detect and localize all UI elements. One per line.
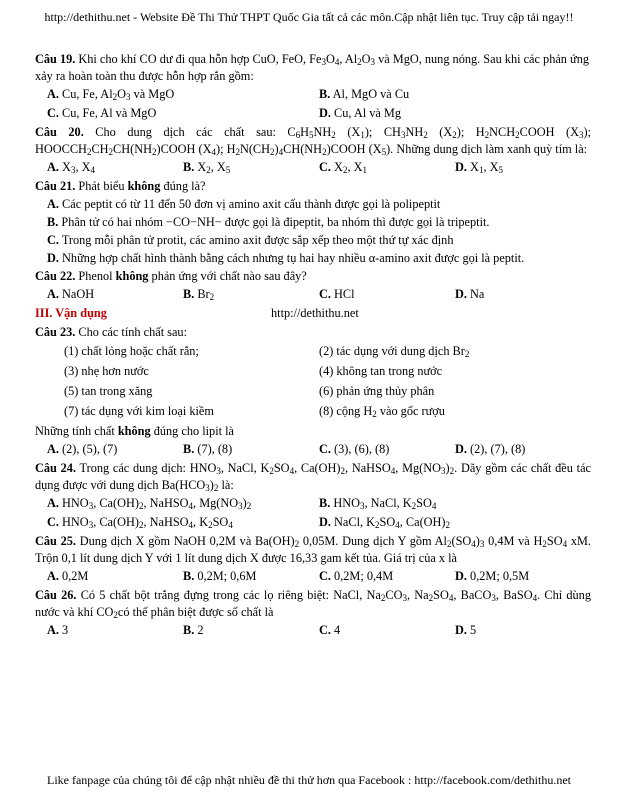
question-label: Câu 25. <box>35 534 76 548</box>
option-letter: C. <box>319 287 331 301</box>
subscript: 3 <box>479 539 485 549</box>
option-a[interactable]: A. $HNO_3$, $Ca(OH)_2$, NaHSO$_4$, $Mg(NO_3)_2$ <box>47 496 252 511</box>
question-24 <box>35 460 591 531</box>
stem-emphasis: không <box>115 269 149 283</box>
subscript: 4 <box>334 57 340 67</box>
section-title: III. Vận dụng <box>35 306 107 320</box>
subscript: 3 <box>400 130 406 140</box>
subscript: 2 <box>208 520 213 530</box>
subscript: 3 <box>205 483 210 493</box>
subscript: 3 <box>578 130 584 140</box>
option-letter: B. <box>319 496 331 510</box>
subscript: 3 <box>88 520 94 530</box>
subscript: 4 <box>471 539 476 549</box>
option-letter: C. <box>319 623 331 637</box>
option-letter: D. <box>455 287 467 301</box>
question-stem <box>35 460 591 494</box>
subscript: 3 <box>370 57 376 67</box>
subscript: 2 <box>411 501 417 511</box>
subscript: 4 <box>289 466 295 476</box>
question-stem <box>35 178 591 195</box>
subscript: 3 <box>70 165 76 175</box>
option-letter: B. <box>183 442 195 456</box>
question-label: Câu 24. <box>35 461 76 475</box>
subscript: 4 <box>228 520 233 530</box>
property-item: (1) chất lỏng hoặc chất rắn; <box>64 344 199 358</box>
option-letter: A. <box>47 496 59 510</box>
option-c[interactable]: C. 4 <box>319 623 341 637</box>
property-list <box>35 343 591 420</box>
subscript: 2 <box>138 520 144 530</box>
option-letter: C. <box>47 233 59 247</box>
option-letter: C. <box>47 106 59 120</box>
question-label: Câu 21. <box>35 179 76 193</box>
option-b[interactable]: B. $Br_2$ <box>183 287 215 302</box>
tail-emphasis: không <box>117 424 151 438</box>
option-letter: A. <box>47 87 59 101</box>
subscript: 3 <box>402 593 407 603</box>
subscript: 5 <box>498 165 503 175</box>
question-stem <box>35 587 591 621</box>
question-tail <box>35 423 591 440</box>
subscript: 3 <box>441 466 446 476</box>
subscript: 3 <box>238 501 243 511</box>
subscript: 2 <box>423 130 428 140</box>
subscript: 4 <box>532 593 538 603</box>
answer-options <box>35 441 591 458</box>
option-c[interactable]: C. $HNO_3$, $Ca(OH)_2$, NaHSO$_4$, $K_2SO_4$ <box>47 515 233 530</box>
subscript: 4 <box>188 501 194 511</box>
subscript: 4 <box>395 520 400 530</box>
subscript: 2 <box>331 130 336 140</box>
question-stem <box>35 533 591 567</box>
subscript: 4 <box>431 501 437 511</box>
answer-options <box>35 495 591 512</box>
answer-options <box>35 105 591 122</box>
option-c[interactable]: C. HCl <box>319 287 355 301</box>
subscript: 1 <box>478 165 484 175</box>
subscript: 3 <box>360 501 365 511</box>
property-item: (5) tan trong xăng <box>64 384 153 398</box>
subscript: 3 <box>126 92 131 102</box>
question-26 <box>35 587 591 639</box>
option-letter: D. <box>455 442 467 456</box>
question-stem <box>35 124 591 158</box>
option-letter: A. <box>47 160 59 174</box>
subscript: 5 <box>225 165 231 175</box>
subscript: 2 <box>515 130 520 140</box>
option-letter: B. <box>47 215 59 229</box>
answer-options <box>35 514 591 531</box>
option-letter: A. <box>47 623 59 637</box>
option-d[interactable]: D. NaCl, $K_2SO_4$, $Ca(OH)_2$ <box>319 515 451 530</box>
stem-text: Trong các dung dịch: $HNO_3$, NaCl, $K_2SO_4$, $Ca(OH)_2$, NaHSO$_4$, $Mg(NO_3)_2$. Dãy gồm các chất đều tác dụng được với dung dịch $Ba(HCO_3)_2$ là: <box>35 461 591 493</box>
question-19 <box>35 51 591 122</box>
subscript: 2 <box>270 147 275 157</box>
property-item: (4) không tan trong nước <box>319 364 443 378</box>
option-letter: D. <box>319 515 331 529</box>
subscript: 2 <box>113 610 118 620</box>
option-letter: D. <box>455 160 467 174</box>
option-b[interactable]: B. $HNO_3$, NaCl, $K_2SO_4$ <box>319 496 437 511</box>
page-footer[interactable]: Like fanpage của chúng tôi để cập nhật nhiều đề thi thử hơn qua Facebook : http://facebook.com/dethithu.net <box>46 773 572 787</box>
subscript: 3 <box>491 593 496 603</box>
subscript: 5 <box>309 130 314 140</box>
stem-text: đúng là? <box>160 179 206 193</box>
subscript: 2 <box>428 593 434 603</box>
watermark-link[interactable]: http://dethithu.net <box>271 306 359 320</box>
question-25 <box>35 533 591 585</box>
option-a[interactable]: A. 0,2M <box>47 569 89 583</box>
subscript: 2 <box>375 520 380 530</box>
subscript: 2 <box>446 539 452 549</box>
subscript: 2 <box>464 349 470 359</box>
question-label: Câu 23. <box>35 325 76 339</box>
stem-text: Có 5 chất bột trắng đựng trong các lọ riêng biệt: NaCl, $Na_2CO_3$, $Na_2SO_4$, BaCO$_3$, BaSO$_4$. Chỉ dùng nước và khí $CO_2có$ thể phân biệt được số chất là <box>35 588 591 620</box>
subscript: 1 <box>362 165 367 175</box>
subscript: 3 <box>216 466 221 476</box>
subscript: 2 <box>452 130 457 140</box>
option-letter: D. <box>319 106 331 120</box>
option-c[interactable]: C. Cu, Fe, Al và MgO <box>47 106 157 120</box>
option-b[interactable]: B. 0,2M; 0,6M <box>183 569 257 583</box>
section-heading-row <box>35 305 591 323</box>
subscript: 4 <box>562 539 568 549</box>
question-stem <box>35 324 591 341</box>
question-label: Câu 22. <box>35 269 76 283</box>
stem-emphasis: không <box>127 179 161 193</box>
subscript: 2 <box>138 501 144 511</box>
question-stem <box>35 268 591 285</box>
subscript: 2 <box>209 292 215 302</box>
option-a[interactable]: A. $X_3$, $X_4$ <box>47 160 95 175</box>
option-letter: B. <box>319 87 331 101</box>
option-letter: A. <box>47 442 59 456</box>
subscript: 2 <box>542 539 547 549</box>
option-d[interactable]: D. 0,2M; 0,5M <box>455 569 530 583</box>
option-a[interactable]: A. 3 <box>47 623 69 637</box>
option-letter: B. <box>183 160 195 174</box>
subscript: 2 <box>380 593 386 603</box>
subscript: 2 <box>112 92 118 102</box>
stem-text: Dung dịch X gồm NaOH 0,2M và $Ba(OH)_2$ 0,05M. Dung dịch Y gồm $Al_2(SO_4)_3$ 0,4M và $H_2SO_4$ xM. Trộn 0,1 lít dung dịch Y với 1 lít dung dịch X được 16,33 gam kết tủa. Giá trị của x là <box>35 534 591 565</box>
subscript: 3 <box>321 57 326 67</box>
subscript: 3 <box>88 501 94 511</box>
tail-text: đúng cho lipit là <box>150 424 234 438</box>
stem-text: Phát biểu <box>75 179 128 193</box>
subscript: 2 <box>357 57 362 67</box>
option-d[interactable]: D. $X_1$, $X_5$ <box>455 160 503 175</box>
option-letter: B. <box>183 569 195 583</box>
subscript: 2 <box>445 520 451 530</box>
question-label: Câu 26. <box>35 588 77 602</box>
subscript: 6 <box>295 130 301 140</box>
subscript: 5 <box>381 147 387 157</box>
stem-text: Phenol <box>75 269 116 283</box>
property-item: (2) tác dụng với dung dịch $Br_2$ <box>319 344 470 359</box>
subscript: 4 <box>211 147 216 157</box>
option-d[interactable]: D. 5 <box>455 623 477 637</box>
option-a[interactable]: A. Các peptit có từ 11 đến 50 đơn vị amino axit cấu thành được gọi là polipeptit <box>47 197 441 211</box>
option-c[interactable]: C. (3), (6), (8) <box>319 442 390 456</box>
subscript: 4 <box>90 165 95 175</box>
option-b[interactable]: B. Al, MgO và Cu <box>319 87 410 101</box>
subscript: 4 <box>188 520 194 530</box>
subscript: 2 <box>108 147 114 157</box>
stem-text: Cho dung dịch các chất sau: $C_6H_5NH_2$ $(X_1)$; $CH_3NH_2$ $(X_2)$; $H_2NCH_2COOH$ $(X_3)$; $HOOCCH_2CH_2CH(NH_2)COOH$ $(X_4)$; $H_2N(CH_2)_4CH(NH_2)COOH$ $(X_5)$. Những dung dịch làm xanh quỳ tím là: <box>35 125 591 157</box>
stem-text: Cho các tính chất sau: <box>75 325 187 339</box>
subscript: 2 <box>322 147 327 157</box>
option-letter: D. <box>455 623 467 637</box>
subscript: 4 <box>448 593 454 603</box>
option-c[interactable]: C. Trong mỗi phân tử protit, các amino axit được sắp xếp theo một thứ tự xác định <box>47 233 454 247</box>
subscript: 2 <box>269 466 274 476</box>
subscript: 2 <box>151 147 157 157</box>
subscript: 2 <box>235 147 240 157</box>
option-letter: D. <box>455 569 467 583</box>
property-item: (7) tác dụng với kim loại kiềm <box>64 404 214 418</box>
question-stem <box>35 51 591 85</box>
option-d[interactable]: D. Những hợp chất hình thành bằng cách nhưng tụ hai hay nhiều α-amino axit được gọi là peptit. <box>47 251 525 265</box>
question-22 <box>35 268 591 303</box>
subscript: 2 <box>340 466 345 476</box>
page-header: http://dethithu.net - Website Đề Thi Thử THPT Quốc Gia tất cả các môn.Cập nhật liên tục. Truy cập tải ngay!! <box>44 10 574 24</box>
option-b[interactable]: B. (7), (8) <box>183 442 233 456</box>
option-letter: C. <box>47 515 59 529</box>
option-b[interactable]: B. Phân tử có hai nhóm −CO−NH− được gọi là đipeptit, ba nhóm thì được gọi là tripeptit. <box>47 215 490 229</box>
option-letter: B. <box>183 623 195 637</box>
subscript: 2 <box>294 539 300 549</box>
option-letter: D. <box>47 251 59 265</box>
property-item: (3) nhẹ hơn nước <box>64 364 149 378</box>
question-23 <box>35 324 591 458</box>
option-a[interactable]: A. Cu, Fe, $Al_2O_3$ và MgO <box>47 87 175 102</box>
subscript: 2 <box>342 165 348 175</box>
question-21 <box>35 178 591 267</box>
option-b[interactable]: B. $X_2$, $X_5$ <box>183 160 231 175</box>
property-item: (6) phản ứng thủy phân <box>319 384 435 398</box>
option-letter: C. <box>319 569 331 583</box>
subscript: 4 <box>278 147 284 157</box>
subscript: 2 <box>372 409 377 419</box>
tail-text: Những tính chất <box>35 424 118 438</box>
answer-options <box>35 568 591 585</box>
subscript: 1 <box>360 130 365 140</box>
answer-options <box>35 86 591 103</box>
answer-options <box>35 159 591 176</box>
property-item: (8) cộng $H_2$ vào gốc rượu <box>319 404 445 419</box>
option-c[interactable]: C. 0,2M; 0,4M <box>319 569 394 583</box>
option-letter: A. <box>47 569 59 583</box>
option-letter: B. <box>183 287 195 301</box>
option-letter: A. <box>47 197 59 211</box>
answer-options <box>35 286 591 303</box>
option-letter: A. <box>47 287 59 301</box>
subscript: 2 <box>213 483 219 493</box>
subscript: 2 <box>484 130 490 140</box>
option-a[interactable]: A. NaOH <box>47 287 95 301</box>
option-d[interactable]: D. Na <box>455 287 485 301</box>
subscript: 2 <box>246 501 252 511</box>
question-label: Câu 19. <box>35 52 76 66</box>
stem-text: Khi cho khí CO dư đi qua hỗn hợp CuO, FeO, $Fe_3O_4$, $Al_2O_3$ và MgO, nung nóng. Sau khi các phản ứng xảy ra hoàn toàn thu được hỗn hợp rắn gồm: <box>35 52 589 83</box>
option-a[interactable]: A. (2), (5), (7) <box>47 442 118 456</box>
stem-text: phản ứng với chất nào sau đây? <box>148 269 307 283</box>
subscript: 4 <box>390 466 396 476</box>
subscript: 2 <box>449 466 455 476</box>
option-letter: C. <box>319 442 331 456</box>
option-d[interactable]: D. Cu, Al và Mg <box>319 106 401 120</box>
option-d[interactable]: D. (2), (7), (8) <box>455 442 526 456</box>
option-c[interactable]: C. $X_2$, $X_1$ <box>319 160 367 175</box>
subscript: 2 <box>86 147 92 157</box>
document-body <box>35 50 591 641</box>
question-20 <box>35 124 591 176</box>
answer-options <box>35 622 591 639</box>
subscript: 2 <box>206 165 211 175</box>
option-letter: C. <box>319 160 331 174</box>
option-b[interactable]: B. 2 <box>183 623 204 637</box>
question-label: Câu 20. <box>35 125 84 139</box>
